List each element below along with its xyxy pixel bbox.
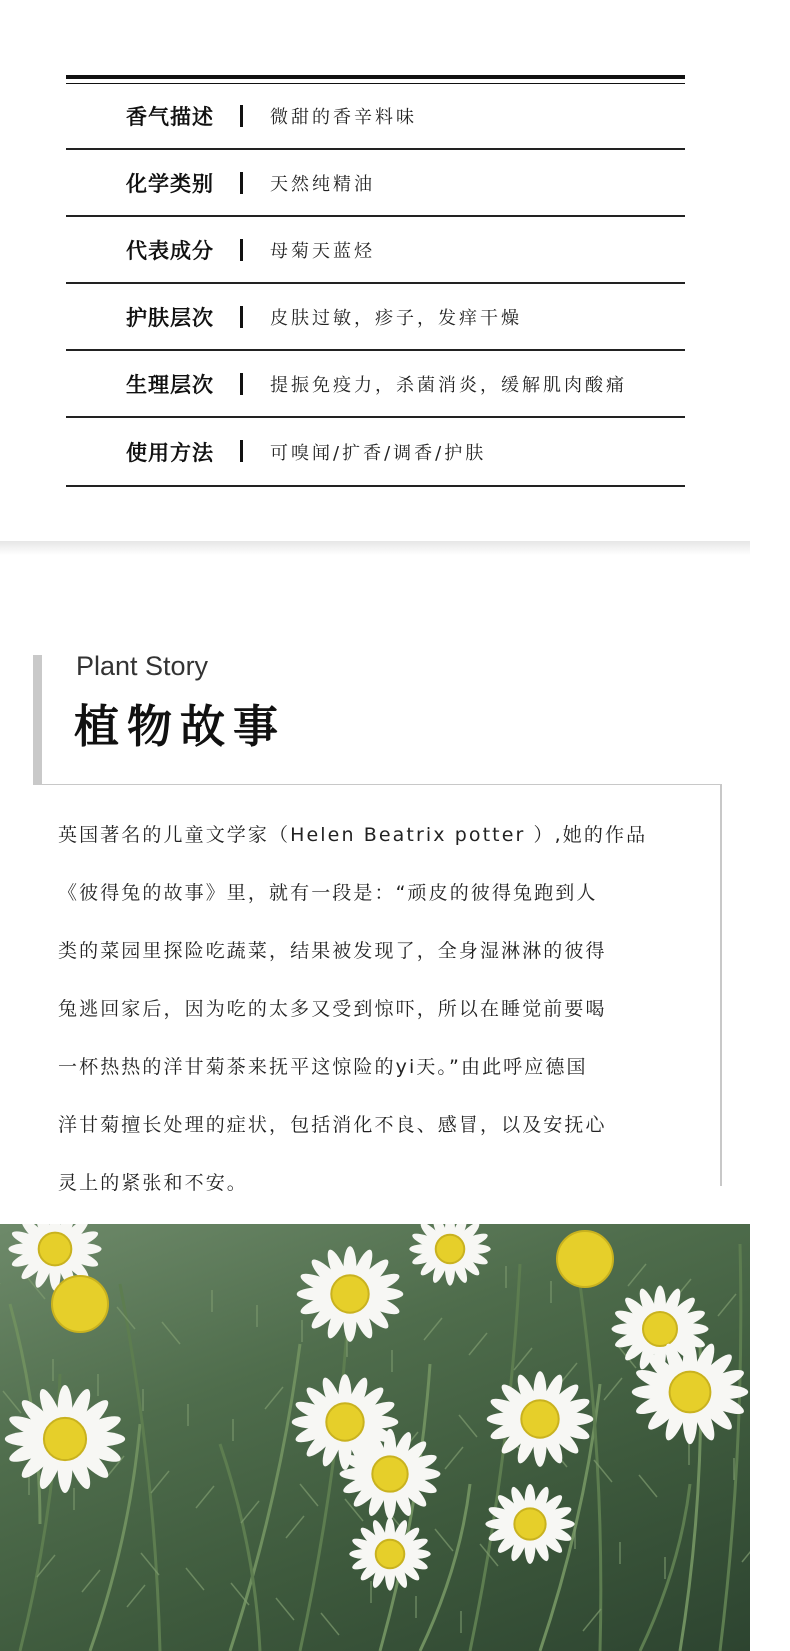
leaf [628,1264,646,1286]
spec-row-physiology [66,352,685,418]
leaf [459,1415,477,1437]
daisy-flower [349,1517,430,1590]
story-line: 《彼得兔的故事》里，就有一段是：“顽皮的彼得兔跑到人 [58,882,598,904]
section-title: 植物故事 [74,700,287,753]
frame-top-rule [42,784,722,785]
spec-value: 可嗅闻/扩香/调香/护肤 [270,443,487,464]
story-line: 洋甘菊擅长处理的症状，包括消化不良、感冒，以及安抚心 [58,1114,607,1136]
table-top-rule [66,75,685,79]
leaf [604,1378,622,1400]
stem [720,1244,741,1651]
leaf [435,1529,453,1551]
flower-bud [52,1276,108,1332]
leaf [196,1486,214,1508]
spec-row-skincare [66,285,685,351]
separator [240,440,243,462]
spec-label: 护肤层次 [126,306,214,330]
leaf [469,1333,487,1355]
daisy-flower [485,1484,574,1564]
leaf [639,1475,657,1497]
leaf [127,1585,145,1607]
spec-label: 使用方法 [126,441,214,465]
story-paragraph [58,806,708,1212]
leaf [162,1322,180,1344]
leaf [241,1501,259,1523]
spec-label: 生理层次 [126,373,214,397]
spec-section [0,0,750,543]
daisy-flower [409,1224,490,1286]
leaf [445,1447,463,1469]
spec-value: 微甜的香辛料味 [270,107,417,128]
leaf [186,1568,204,1590]
daisy-flower [340,1429,441,1519]
leaf [276,1598,294,1620]
separator [240,239,243,261]
stem [230,1344,300,1651]
separator [240,172,243,194]
spec-row-aroma [66,84,685,150]
leaf [286,1516,304,1538]
separator [240,105,243,127]
leaf [742,1540,750,1562]
daisy-flower [632,1340,748,1444]
leaf [82,1570,100,1592]
spec-label: 香气描述 [126,105,214,129]
leaf [321,1613,339,1635]
section-subtitle: Plant Story [76,651,209,681]
spec-row-category [66,151,685,217]
stem [120,1284,160,1651]
leaf [718,1294,736,1316]
leaf [3,1391,21,1413]
leaf [514,1348,532,1370]
spec-value: 提振免疫力，杀菌消炎，缓解肌肉酸痛 [270,375,627,396]
chamomile-photo [0,1224,750,1651]
spec-value: 皮肤过敏，疹子，发痒干燥 [270,308,522,329]
daisy-flower [297,1246,404,1342]
spec-row-component [66,218,685,284]
leaf [583,1609,601,1631]
spec-value: 天然纯精油 [270,174,375,195]
separator [240,306,243,328]
spec-value: 母菊天蓝烃 [270,241,375,262]
story-line: 灵上的紧张和不安。 [58,1172,248,1194]
leaf [151,1471,169,1493]
story-line: 英国著名的儿童文学家（Helen Beatrix potter ）,她的作品 [58,824,648,846]
story-line: 一杯热热的洋甘菊茶来抚平这惊险的yi天。”由此呼应德国 [58,1056,588,1078]
spec-row-usage [66,419,685,487]
leaf [424,1318,442,1340]
story-line: 类的菜园里探险吃蔬菜，结果被发现了，全身湿淋淋的彼得 [58,940,607,962]
flower-bud [557,1231,613,1287]
flower-illustration [0,1224,750,1651]
spec-label: 代表成分 [126,239,214,263]
section-divider-shadow [0,541,750,555]
stem [580,1284,601,1651]
story-line: 兔逃回家后，因为吃的太多又受到惊吓，所以在睡觉前要喝 [58,998,607,1020]
spec-label: 化学类别 [126,172,214,196]
stem [470,1264,520,1651]
heading-accent-bar [33,655,42,785]
separator [240,373,243,395]
frame-right-rule [720,784,722,1186]
daisy-flower [487,1371,594,1467]
leaf [300,1484,318,1506]
leaf [265,1387,283,1409]
daisy-flower [5,1385,125,1493]
